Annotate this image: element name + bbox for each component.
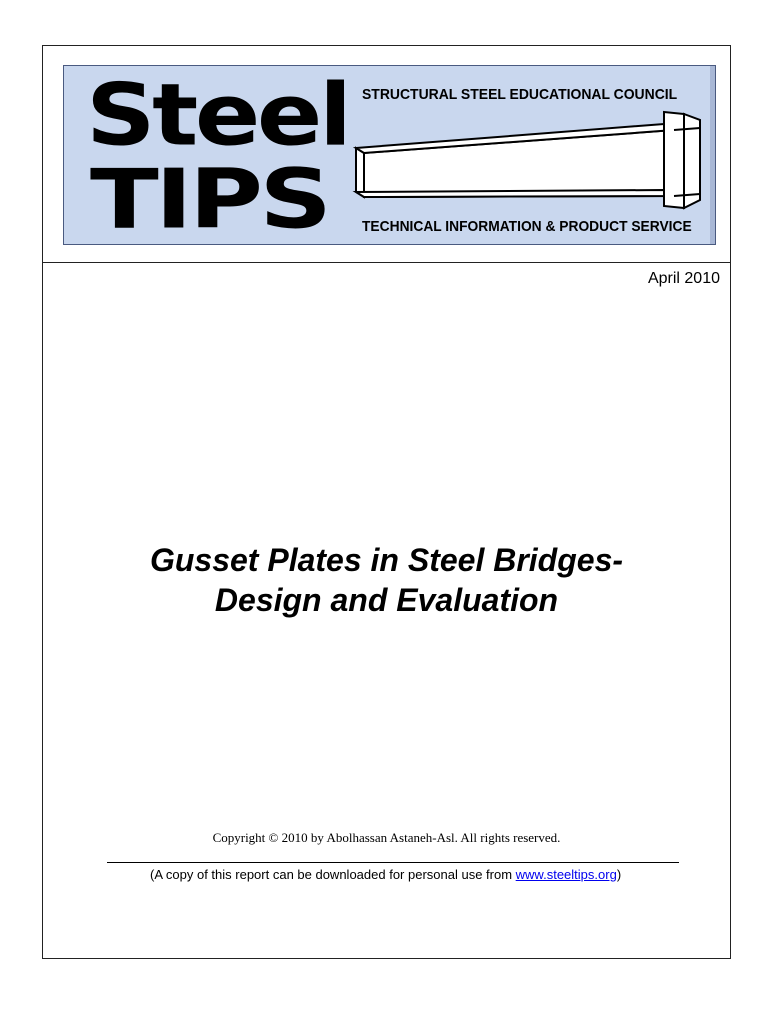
steel-tips-banner — [63, 65, 716, 245]
download-note-suffix: ) — [616, 867, 622, 882]
footer-rule — [107, 862, 679, 863]
logo-tips-text: TIPS — [90, 151, 329, 245]
download-note-prefix: (A copy of this report can be downloaded for personal use from — [150, 867, 516, 882]
logo-steel-text: Steel — [86, 65, 349, 165]
header-divider — [42, 262, 731, 263]
i-beam-illustration — [352, 110, 704, 210]
service-heading: TECHNICAL INFORMATION & PRODUCT SERVICE — [362, 218, 692, 235]
steeltips-link[interactable]: www.steeltips.org — [515, 867, 617, 882]
title-line-2: Design and Evaluation — [214, 582, 559, 618]
council-heading: STRUCTURAL STEEL EDUCATIONAL COUNCIL — [362, 86, 678, 103]
document-title — [42, 540, 731, 620]
title-line-1: Gusset Plates in Steel Bridges- — [149, 542, 624, 578]
publication-date: April 2010 — [647, 270, 720, 287]
banner-shade — [710, 66, 715, 244]
copyright-notice: Copyright © 2010 by Abolhassan Astaneh-Asl. All rights reserved. — [212, 830, 561, 845]
download-note — [150, 867, 621, 882]
